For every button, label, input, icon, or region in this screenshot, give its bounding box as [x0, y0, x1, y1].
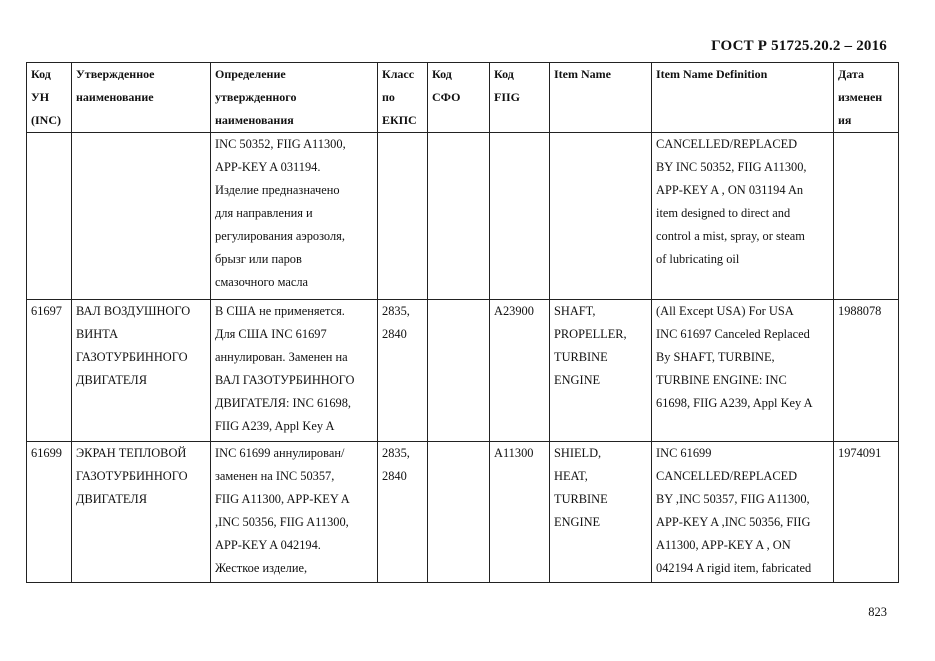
cell-fiig — [490, 133, 550, 300]
cell-item-name: SHAFT, PROPELLER, TURBINE ENGINE — [550, 300, 652, 442]
cell-class: 2835, 2840 — [378, 442, 428, 583]
col-header-sfo: Код СФО — [428, 63, 490, 133]
cell-fiig: A23900 — [490, 300, 550, 442]
table-header-row — [27, 63, 899, 133]
cell-date: 1974091 — [834, 442, 899, 583]
table-row — [27, 300, 899, 442]
cell-code — [27, 133, 72, 300]
cell-sfo — [428, 442, 490, 583]
cell-item-name: SHIELD, HEAT, TURBINE ENGINE — [550, 442, 652, 583]
cell-item-definition: INC 61699 CANCELLED/REPLACED BY ,INC 50357, FIIG A11300, APP-KEY A ,INC 50356, FIIG A11300, APP-KEY A , ON 042194 A rigid item, fabricated — [652, 442, 834, 583]
cell-definition: INC 50352, FIIG A11300, APP-KEY A 031194. Изделие предназначено для направления и регулирования аэрозоля, брызг или паров смазочного масла — [211, 133, 378, 300]
cell-fiig: A11300 — [490, 442, 550, 583]
cell-definition: В США не применяется. Для США INC 61697 аннулирован. Заменен на ВАЛ ГАЗОТУРБИННОГО ДВИГАТЕЛЯ: INC 61698, FIIG A239, Appl Key A — [211, 300, 378, 442]
table-row — [27, 133, 899, 300]
cell-date: 1988078 — [834, 300, 899, 442]
cell-sfo — [428, 133, 490, 300]
col-header-item-name: Item Name — [550, 63, 652, 133]
cell-name: ЭКРАН ТЕПЛОВОЙ ГАЗОТУРБИННОГО ДВИГАТЕЛЯ — [72, 442, 211, 583]
cell-definition: INC 61699 аннулирован/ заменен на INC 50357, FIIG A11300, APP-KEY A ,INC 50356, FIIG A11300, APP-KEY A 042194. Жесткое изделие, — [211, 442, 378, 583]
col-header-item-definition: Item Name Definition — [652, 63, 834, 133]
col-header-approved-name: Утвержденное наименование — [72, 63, 211, 133]
col-header-date: Дата изменен ия — [834, 63, 899, 133]
cell-name: ВАЛ ВОЗДУШНОГО ВИНТА ГАЗОТУРБИННОГО ДВИГАТЕЛЯ — [72, 300, 211, 442]
cell-class: 2835, 2840 — [378, 300, 428, 442]
cell-item-definition: (All Except USA) For USA INC 61697 Canceled Replaced By SHAFT, TURBINE, TURBINE ENGINE: INC 61698, FIIG A239, Appl Key A — [652, 300, 834, 442]
table-row — [27, 442, 899, 583]
col-header-fiig: Код FIIG — [490, 63, 550, 133]
cell-class — [378, 133, 428, 300]
cell-name — [72, 133, 211, 300]
page-number: 823 — [868, 605, 887, 619]
cell-item-definition: CANCELLED/REPLACED BY INC 50352, FIIG A11300, APP-KEY A , ON 031194 An item designed to direct and control a mist, spray, or steam of lubricating oil — [652, 133, 834, 300]
standard-header: ГОСТ Р 51725.20.2 – 2016 — [711, 38, 887, 54]
col-header-code: Код УН (INC) — [27, 63, 72, 133]
cell-code: 61699 — [27, 442, 72, 583]
cell-date — [834, 133, 899, 300]
cell-code: 61697 — [27, 300, 72, 442]
item-table — [26, 62, 899, 583]
col-header-definition: Определение утвержденного наименования — [211, 63, 378, 133]
col-header-class: Класс по ЕКПС — [378, 63, 428, 133]
cell-item-name — [550, 133, 652, 300]
cell-sfo — [428, 300, 490, 442]
